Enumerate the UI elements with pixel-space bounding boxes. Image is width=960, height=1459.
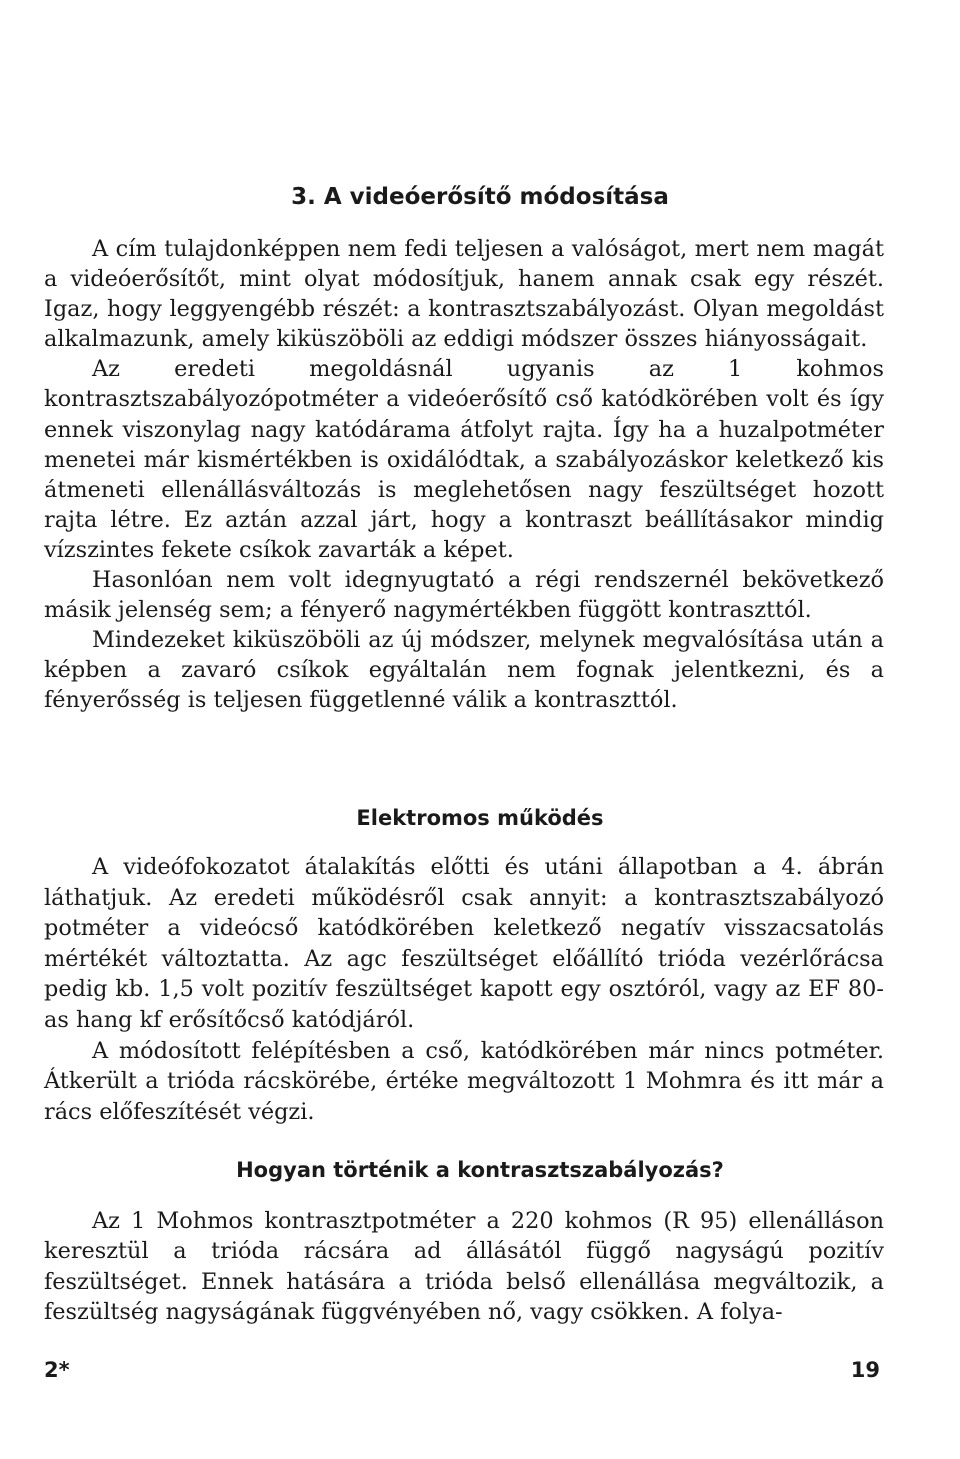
paragraph: A cím tulajdonképpen nem fedi teljesen a valóságot, mert nem magát a videóerősítőt, mint olyat módosítjuk, hanem annak csak egy részét. Igaz, hogy leggyengébb részét: a kontrasztszabályozást. Olyan megoldást alkalmazunk, amely kiküszöböli az eddigi módszer összes hiányosságait. bbox=[44, 236, 884, 353]
page-title: 3. A videóerősítő módosítása bbox=[291, 184, 669, 210]
section-elektromos-text bbox=[44, 852, 884, 1127]
paragraph: Mindezeket kiküszöböli az új módszer, melynek megvalósítása után a képben a zavaró csíkok egyáltalán nem fognak jelentkezni, és a fényerősség is teljesen függetlenné válik a kontraszttól. bbox=[44, 627, 884, 714]
signature-mark: 2* bbox=[44, 1358, 70, 1382]
paragraph: Az eredeti megoldásnál ugyanis az 1 kohmos kontrasztszabályozópotméter a videóerősítő cső katódkörében volt és így ennek viszonylag nagy katódárama átfolyt rajta. Így ha a huzalpotméter menetei már kismértékben is oxidálódtak, a szabályozáskor keletkező kis átmeneti ellenállásváltozás is meglehetősen nagy feszültséget hozott rajta létre. Ez aztán azzal járt, hogy a kontraszt beállításakor mindig vízszintes fekete csíkok zavarták a képet. bbox=[44, 356, 884, 563]
paragraph: A módosított felépítésben a cső, katódkörében már nincs potméter. Átkerült a trióda rácskörébe, értéke megváltozott 1 Mohmra és itt már a rács előfeszítését végzi. bbox=[44, 1037, 884, 1125]
intro-text bbox=[44, 234, 884, 716]
paragraph: Hasonlóan nem volt idegnyugtató a régi rendszernél bekövetkező másik jelenség sem; a fényerő nagymértékben függött kontraszttól. bbox=[44, 567, 884, 624]
paragraph: A videófokozatot átalakítás előtti és utáni állapotban a 4. ábrán láthatjuk. Az eredeti működésről csak annyit: a kontrasztszabályozó potméter a videócső katódkörében keletkező negatív visszacsatolás mértékét változtatta. Az agc feszültséget előállító trióda vezérlőrácsa pedig kb. 1,5 volt pozitív feszültséget kapott egy osztóról, vagy az EF 80-as hang kf erősítőcső katódjáról. bbox=[44, 854, 884, 1033]
section-heading-elektromos: Elektromos működés bbox=[356, 806, 604, 830]
page-number: 19 bbox=[850, 1358, 880, 1382]
section-heading-hogyan: Hogyan történik a kontrasztszabályozás? bbox=[236, 1158, 724, 1182]
section-hogyan-text bbox=[44, 1206, 884, 1328]
paragraph: Az 1 Mohmos kontrasztpotméter a 220 kohmos (R 95) ellenálláson keresztül a trióda rácsára ad állásától függő nagyságú pozitív feszültséget. Ennek hatására a trióda belső ellenállása megváltozik, a feszültség nagyságának függvényében nő, vagy csökken. A folya- bbox=[44, 1208, 884, 1326]
